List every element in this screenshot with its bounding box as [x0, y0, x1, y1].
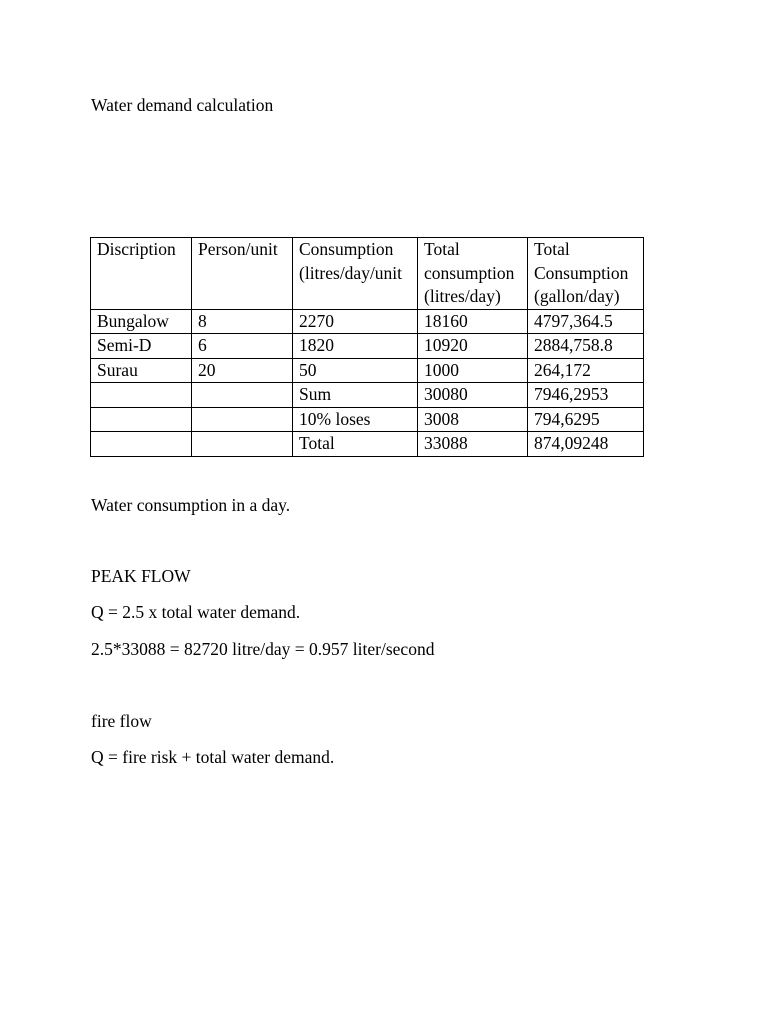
- table-cell: 2884,758.8: [528, 334, 644, 359]
- header-total-gallons: Total Consumption (gallon/day): [528, 238, 644, 310]
- table-cell: [192, 407, 293, 432]
- table-row: [91, 309, 644, 334]
- table-cell: 10920: [418, 334, 528, 359]
- peak-flow-formula: Q = 2.5 x total water demand.: [91, 602, 301, 622]
- header-person-unit: Person/unit: [192, 238, 293, 310]
- header-total-litres: Total consumption (litres/day): [418, 238, 528, 310]
- table-cell: 7946,2953: [528, 383, 644, 408]
- table-cell: 874,09248: [528, 432, 644, 457]
- table-cell: [91, 407, 192, 432]
- header-consumption: Consumption (litres/day/unit: [293, 238, 418, 310]
- table-cell: Bungalow: [91, 309, 192, 334]
- table-cell: 794,6295: [528, 407, 644, 432]
- table-row: [91, 334, 644, 359]
- consumption-note: Water consumption in a day.: [91, 495, 291, 515]
- water-demand-table: [90, 237, 644, 457]
- table-cell: 50: [293, 358, 418, 383]
- table-cell: 8: [192, 309, 293, 334]
- table-cell: 18160: [418, 309, 528, 334]
- table-cell: 264,172: [528, 358, 644, 383]
- table-cell: 1000: [418, 358, 528, 383]
- table-cell: Total: [293, 432, 418, 457]
- table-cell: 3008: [418, 407, 528, 432]
- table-cell: 33088: [418, 432, 528, 457]
- peak-flow-heading: PEAK FLOW: [91, 566, 191, 586]
- page-title: Water demand calculation: [91, 95, 274, 115]
- table-header-row: [91, 238, 644, 310]
- table-row-losses: [91, 407, 644, 432]
- table-cell: Surau: [91, 358, 192, 383]
- table-cell: 20: [192, 358, 293, 383]
- table-cell: [192, 383, 293, 408]
- fire-flow-heading: fire flow: [91, 711, 152, 731]
- table-cell: 30080: [418, 383, 528, 408]
- table-cell: 10% loses: [293, 407, 418, 432]
- peak-flow-calculation: 2.5*33088 = 82720 litre/day = 0.957 liter/second: [91, 639, 435, 659]
- header-description: Discription: [91, 238, 192, 310]
- table-cell: Sum: [293, 383, 418, 408]
- table-row: [91, 358, 644, 383]
- table-cell: [91, 383, 192, 408]
- table-cell: Semi-D: [91, 334, 192, 359]
- fire-flow-formula: Q = fire risk + total water demand.: [91, 747, 335, 767]
- table-cell: 6: [192, 334, 293, 359]
- table-cell: 1820: [293, 334, 418, 359]
- table-cell: [192, 432, 293, 457]
- table-cell: 4797,364.5: [528, 309, 644, 334]
- table-row-total: [91, 432, 644, 457]
- table-cell: [91, 432, 192, 457]
- table-row-sum: [91, 383, 644, 408]
- table-cell: 2270: [293, 309, 418, 334]
